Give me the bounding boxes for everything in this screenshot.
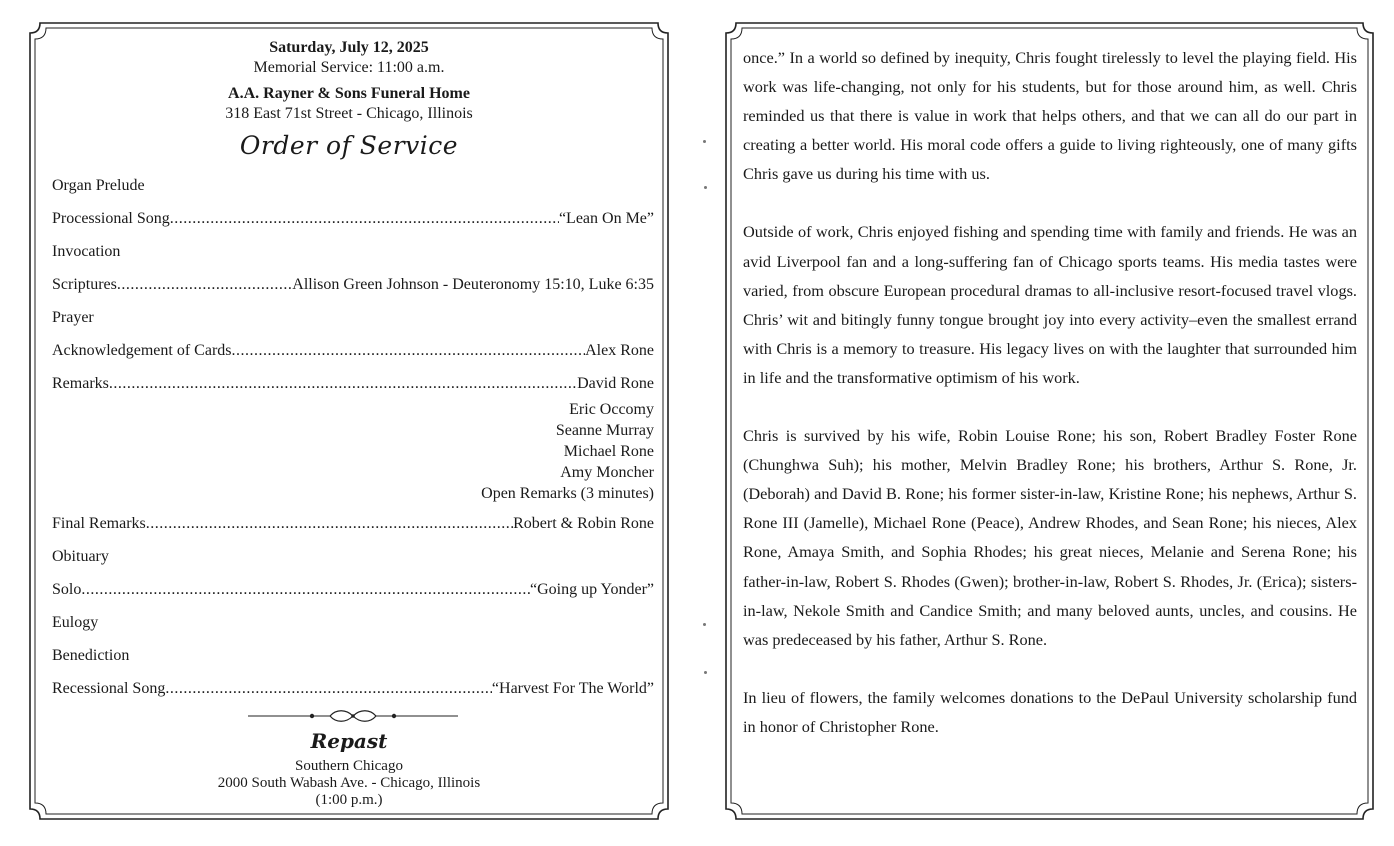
order-item-value: David Rone: [577, 375, 654, 392]
order-list: [52, 171, 654, 707]
scan-marks: [700, 0, 710, 846]
remarks-speaker: Amy Moncher: [560, 464, 654, 481]
leader-dots: [117, 270, 292, 300]
leader-dots: [109, 369, 577, 399]
order-item-label: Solo: [52, 581, 82, 598]
obituary-panel: [724, 21, 1375, 821]
remarks-speaker: Seanne Murray: [555, 422, 654, 439]
order-item: [52, 336, 654, 369]
remarks-speaker: Open Remarks (3 minutes): [481, 485, 654, 502]
order-item: [52, 608, 654, 641]
order-of-service-panel: [28, 21, 670, 821]
order-item: [52, 542, 654, 575]
order-item: [52, 641, 654, 674]
order-item-label: Eulogy: [52, 614, 99, 631]
order-item-label: Processional Song: [52, 210, 170, 227]
leader-dots: [170, 204, 559, 234]
order-item: [52, 674, 654, 707]
order-item-label: Prayer: [52, 309, 94, 326]
service-time: Memorial Service: 11:00 a.m.: [253, 59, 445, 76]
order-item-value: “Lean On Me”: [558, 210, 654, 227]
order-item-value: “Going up Yonder”: [530, 581, 654, 598]
order-item: [52, 171, 654, 204]
order-item-label: Invocation: [52, 243, 121, 260]
order-item: [52, 509, 654, 542]
repast-address: 2000 South Wabash Ave. - Chicago, Illinois: [217, 775, 481, 791]
remarks-speaker: Eric Occomy: [569, 401, 654, 418]
obituary-text: [743, 43, 1357, 770]
order-item: [52, 237, 654, 270]
order-item-value: Robert & Robin Rone: [513, 515, 654, 532]
order-item-label: Recessional Song: [52, 680, 166, 697]
obituary-paragraph: Outside of work, Chris enjoyed fishing and spending time with family and friends. He was an avid Liverpool fan and a long-suffering fan of Chicago sports teams. His media tastes were varied, from obscure European procedural dramas to all-inclusive resort-focused travel vlogs. Chris’ wit and bitingly funny tongue brought joy into every activity–even the smallest errand with Chris is a memory to treasure. His legacy lives on with the laughter that surrounded him in life and the transformative optimism of his work.: [743, 222, 1357, 387]
order-item-label: Scriptures: [52, 276, 117, 293]
flourish-divider-icon: [248, 706, 458, 726]
service-date: Saturday, July 12, 2025: [269, 39, 429, 56]
leader-dots: [146, 509, 513, 539]
scan-speck: [703, 623, 706, 626]
order-item-label: Final Remarks: [52, 515, 146, 532]
leader-dots: [232, 336, 586, 366]
order-item-value: Alex Rone: [585, 342, 654, 359]
repast-time: (1:00 p.m.): [315, 792, 383, 808]
order-item-label: Remarks: [52, 375, 109, 392]
order-item: [52, 270, 654, 303]
scan-speck: [704, 186, 707, 189]
funeral-home-name: A.A. Rayner & Sons Funeral Home: [228, 85, 470, 102]
order-item: [52, 303, 654, 336]
leader-dots: [165, 674, 492, 704]
order-item: [52, 204, 654, 237]
order-item-remarks: [52, 369, 654, 509]
order-item-label: Acknowledgement of Cards: [52, 342, 232, 359]
order-item-label: Organ Prelude: [52, 177, 145, 194]
obituary-paragraph: In lieu of flowers, the family welcomes donations to the DePaul University scholarship fund in honor of Christopher Rone.: [743, 687, 1357, 736]
scan-speck: [704, 671, 707, 674]
order-item-value: Allison Green Johnson - Deuteronomy 15:10, Luke 6:35: [292, 276, 654, 293]
scan-speck: [703, 140, 706, 143]
order-item-value: “Harvest For The World”: [491, 680, 654, 697]
order-item: [52, 575, 654, 608]
obituary-paragraph: Chris is survived by his wife, Robin Louise Rone; his son, Robert Bradley Foster Rone (Chunghwa Suh); his mother, Melvin Bradley Rone; his brothers, Arthur S. Rone, Jr. (Deborah) and David B. Rone; his former sister-in-law, Kristine Rone; his nephews, Arthur S. Rone III (Jamelle), Michael Rone (Peace), Andrew Rhodes, and Sean Rone; his nieces, Alex Rone, Amaya Smith, and Sophia Rhodes; his great nieces, Melanie and Serena Rone; his father-in-law, Robert S. Rhodes (Gwen); brother-in-law, Robert S. Rhodes, Jr. (Erica); sisters-in-law, Nekole Smith and Candice Smith; and many beloved aunts, uncles, and cousins. He was predeceased by his father, Arthur S. Rone.: [743, 426, 1357, 649]
repast-venue: Southern Chicago: [295, 758, 403, 774]
leader-dots: [81, 575, 530, 605]
funeral-home-address: 318 East 71st Street - Chicago, Illinois: [225, 105, 473, 122]
repast-title: Repast: [310, 729, 388, 753]
remarks-speaker: Michael Rone: [563, 443, 654, 460]
order-item-label: Benediction: [52, 647, 130, 664]
order-item-label: Obituary: [52, 548, 109, 565]
obituary-paragraph: once.” In a world so defined by inequity, Chris fought tirelessly to level the playing field. His work was life-changing, not only for his students, but for those around him, as well. Chris reminded us that there is value in work that helps others, and that we can all do our part in creating a better world. His moral code offers a guide to living righteously, one of many gifts Chris gave us during his time with us.: [743, 48, 1357, 184]
order-of-service-title: Order of Service: [239, 131, 459, 160]
